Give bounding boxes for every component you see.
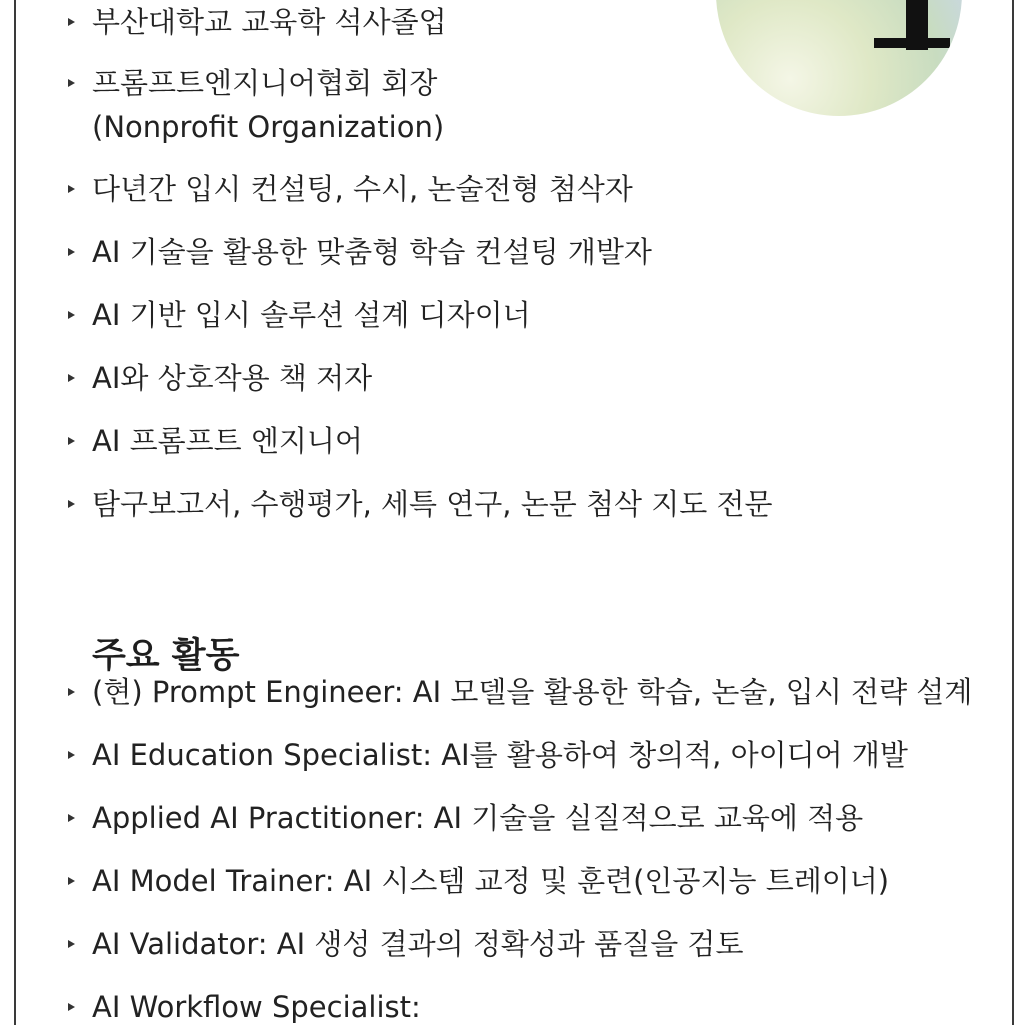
- career-item-text-continuation: (Nonprofit Organization): [92, 110, 445, 144]
- career-item-text: 탐구보고서, 수행평가, 세특 연구, 논문 첨삭 지도 전문: [92, 487, 773, 521]
- activity-item-text: AI Model Trainer: AI 시스템 교정 및 훈련(인공지능 트레이너): [92, 864, 890, 898]
- bullet-icon: [66, 733, 86, 777]
- bullet-icon: [66, 61, 86, 105]
- bullet-icon: [66, 796, 86, 840]
- career-item-text: 부산대학교 교육학 석사졸업: [92, 5, 447, 39]
- profile-letter-graphic: [866, 0, 956, 60]
- activity-item-text: AI Education Specialist: AI를 활용하여 창의적, 아이디어 개발: [92, 738, 908, 772]
- career-item-text: AI 프롬프트 엔지니어: [92, 424, 363, 458]
- bullet-icon: [66, 419, 86, 463]
- career-item-text: AI 기반 입시 솔루션 설계 디자이너: [92, 298, 531, 332]
- career-item-text: 프롬프트엔지니어협회 회장: [92, 66, 438, 100]
- bullet-icon: [66, 230, 86, 274]
- career-item-text: AI 기술을 활용한 맞춤형 학습 컨설팅 개발자: [92, 235, 652, 269]
- bullet-icon: [66, 482, 86, 526]
- bullet-icon: [66, 985, 86, 1025]
- activity-item-text: AI Validator: AI 생성 결과의 정확성과 품질을 검토: [92, 927, 744, 961]
- bullet-icon: [66, 859, 86, 903]
- career-item-text: 다년간 입시 컨설팅, 수시, 논술전형 첨삭자: [92, 172, 633, 206]
- bullet-icon: [66, 0, 86, 44]
- bullet-icon: [66, 670, 86, 714]
- activity-item-text: AI Workflow Specialist:: [92, 990, 421, 1024]
- bullet-icon: [66, 293, 86, 337]
- activity-item-text: Applied AI Practitioner: AI 기술을 실질적으로 교육에 적용: [92, 801, 864, 835]
- career-item-text: AI와 상호작용 책 저자: [92, 361, 373, 395]
- bullet-icon: [66, 922, 86, 966]
- activity-item-text: (현) Prompt Engineer: AI 모델을 활용한 학습, 논술, 입시 전략 설계: [92, 675, 973, 709]
- section-title-main-activities: 주요 활동: [92, 636, 240, 677]
- bullet-icon: [66, 356, 86, 400]
- bullet-icon: [66, 167, 86, 211]
